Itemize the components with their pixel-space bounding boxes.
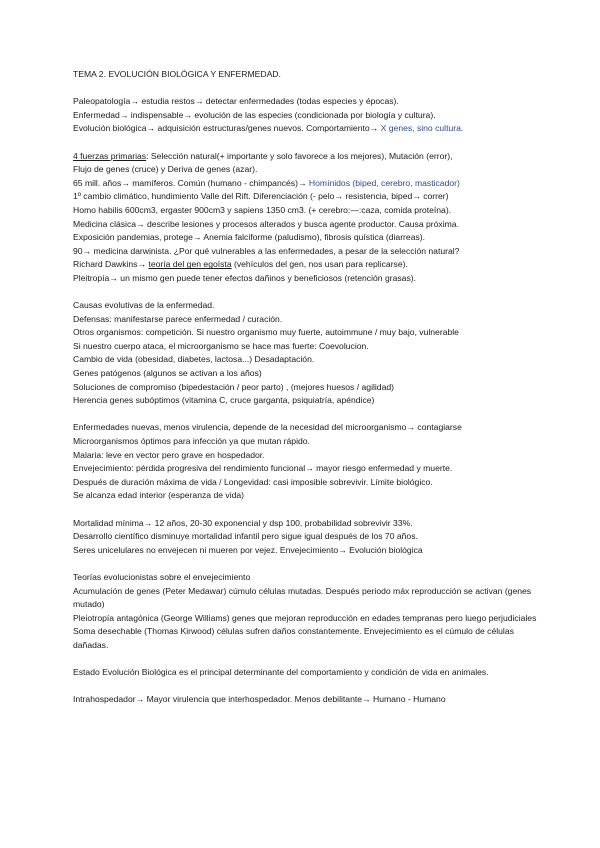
text-line: Herencia genes subóptimos (vitamina C, cruce garganta, psiquiatría, apéndice) xyxy=(73,395,375,406)
highlight-span: Homínidos (biped, cerebro, masticador) xyxy=(306,177,460,188)
text-line: Medicina clásica→ describe lesiones y procesos alterados y busca agente productor. Causa próxima. xyxy=(73,218,459,229)
text-line: Se alcanza edad interior (esperanza de vida) xyxy=(73,490,245,501)
underlined-term: teoría del gen egoísta xyxy=(148,259,232,270)
text-line: Mortalidad mínima→ 12 años, 20-30 exponencial y dsp 100, probabilidad sobrevivir 33%. xyxy=(73,517,413,528)
text-line: Pleitropía→ un mismo gen puede tener efectos dañinos y beneficiosos (retención grasas). xyxy=(73,272,416,283)
text-line: Genes patógenos (algunos se activan a los años) xyxy=(73,368,262,379)
text-span: Richard Dawkins→ xyxy=(73,259,149,270)
text-line: Después de duración máxima de vida / Longevidad: casi imposible sobrevivir. Límite biológico. xyxy=(73,476,433,487)
text-line: 90→ medicina darwinista. ¿Por qué vulnerables a las enfermedades, a pesar de la selección natural? xyxy=(73,245,460,256)
text-line: Envejecimiento: pérdida progresiva del rendimiento funcional→ mayor riesgo enfermedad y muerte. xyxy=(73,463,453,474)
text-line: Soluciones de compromiso (bipedestación / peor parto) , (mejores huesos / agilidad) xyxy=(73,381,394,392)
text-line xyxy=(73,258,543,272)
text-line: Flujo de genes (cruce) y Deriva de genes (azar). xyxy=(73,164,258,175)
spacer xyxy=(73,557,543,571)
text-line: Enfermedad→ indispensable→ evolución de las especies (condicionada por biología y cultura). xyxy=(73,109,436,120)
text-line: Exposición pandemias, protege→ Anemia falciforme (paludismo), fibrosis quística (diarreas). xyxy=(73,232,426,243)
text-paragraph: Acumulación de genes (Peter Medawar) cúmulo células mutadas. Después periodo máx reproducción se activan (genes mutado) xyxy=(73,585,532,610)
text-line: Microorganismos óptimos para infección ya que mutan rápido. xyxy=(73,436,310,447)
text-line xyxy=(73,150,543,164)
text-line: Cambio de vida (obesidad, diabetes, lactosa...) Desadaptación. xyxy=(73,354,315,365)
text-paragraph: Estado Evolución Biológica es el principal determinante del comportamiento y condición de vida en animales. xyxy=(73,667,489,678)
text-span: 65 mill. años→ mamíferos. Común (humano - chimpancés)→ xyxy=(73,177,307,188)
underlined-term: 4 fuerzas primarias xyxy=(73,150,147,161)
text-line: 1º cambio climático, hundimiento Valle del Rift. Diferenciación (- pelo→ resistencia, biped→ correr) xyxy=(73,191,449,202)
text-paragraph: Pleiotropía antagónica (George Williams) genes que mejoran reproducción en edades tempranas pero luego perjudiciales xyxy=(73,612,537,623)
text-line: Seres unicelulares no envejecen ni mueren por vejez. Envejecimiento→ Evolución biológica xyxy=(73,544,423,555)
spacer xyxy=(73,136,543,150)
text-span: Evolución biológica→ adquisición estructuras/genes nuevos. Comportamiento→ xyxy=(73,123,379,134)
document-title: TEMA 2. EVOLUCIÓN BIOLÓGICA Y ENFERMEDAD. xyxy=(73,69,281,79)
text-line: Desarrollo científico disminuye mortalidad infantil pero sigue igual después de los 70 años. xyxy=(73,531,418,542)
text-line: Defensas: manifestarse parece enfermedad / curación. xyxy=(73,313,283,324)
text-span: : Selección natural(+ importante y solo favorece a los mejores), Mutación (error), xyxy=(146,150,453,161)
text-line: Otros organismos: competición. Si nuestro organismo muy fuerte, autoimmune / muy bajo, vulnerable xyxy=(73,327,459,338)
document-body xyxy=(73,68,543,707)
text-line: Enfermedades nuevas, menos virulencia, depende de la necesidad del microorganismo→ contagiarse xyxy=(73,422,462,433)
text-paragraph: Soma desechable (Thomas Kirwood) células sufren daños constantemente. Envejecimiento es el cúmulo de células dañadas. xyxy=(73,626,514,650)
spacer xyxy=(73,680,543,694)
spacer xyxy=(73,408,543,422)
text-line: Si nuestro cuerpo ataca, el microorganismo se hace mas fuerte: Coevolucion. xyxy=(73,340,369,351)
text-line: Paleopatología→ estudia restos→ detectar enfermedades (todas especies y épocas). xyxy=(73,96,399,107)
spacer xyxy=(73,286,543,300)
text-line: Intrahospedador→ Mayor virulencia que interhospedador. Menos debilitante→ Humano - Humano xyxy=(73,694,446,705)
section-heading: Causas evolutivas de la enfermedad. xyxy=(73,300,215,311)
spacer xyxy=(73,503,543,517)
text-line: Homo habilis 600cm3, ergaster 900cm3 y sapiens 1350 cm3. (+ cerebro:—:caza, comida proteína). xyxy=(73,204,452,215)
text-span: (vehículos del gen, nos usan para replicarse). xyxy=(231,259,408,270)
text-line xyxy=(73,177,543,191)
text-line: Malaria: leve en vector pero grave en hospedador. xyxy=(73,449,265,460)
highlight-span: X genes, sino cultura. xyxy=(378,123,464,134)
section-heading: Teorías evolucionistas sobre el envejecimiento xyxy=(73,571,251,582)
spacer xyxy=(73,653,543,667)
text-line xyxy=(73,122,543,136)
